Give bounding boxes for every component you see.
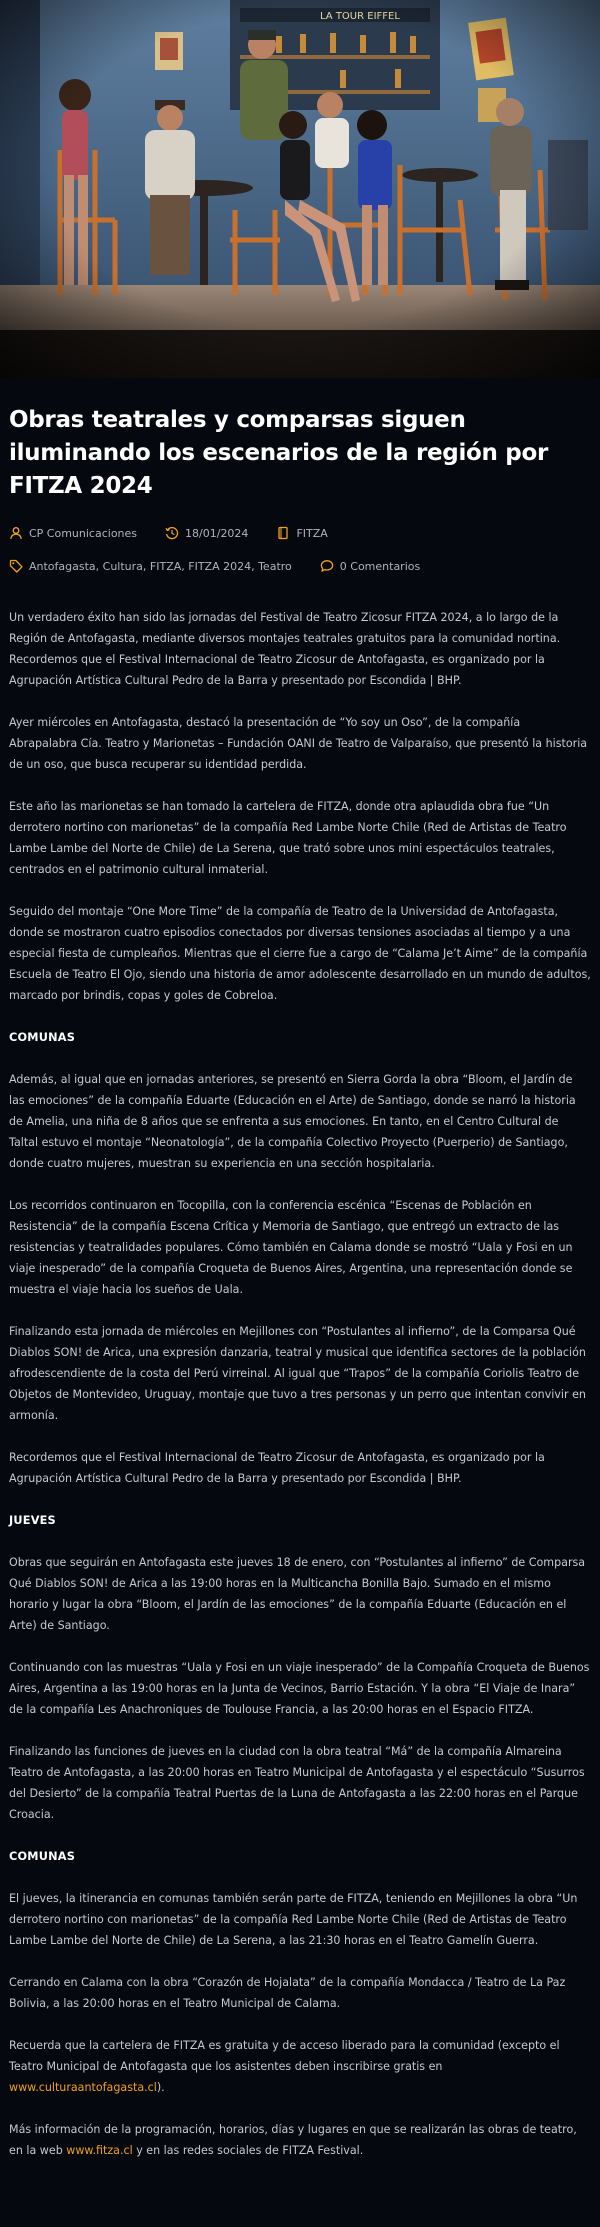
post-date: 18/01/2024 [185,526,249,540]
category-link: FITZA [296,526,328,540]
paragraph-text: Recuerda que la cartelera de FITZA es gratuita y de acceso liberado para la comunidad (excepto el Teatro Municipal de Antofagasta que los asistentes deben inscribirse gratis en [9,2039,560,2073]
paragraph: Los recorridos continuaron en Tocopilla, con la conferencia escénica “Escenas de Población en Resistencia” de la compañía Escena Crítica y Memoria de Santiago, que entregó un extracto de las resistencias y teatralidades populares. Cómo también en Calama donde se mostró “Uala y Fosi en un viaje inesperado” de la compañía Croqueta de Buenos Aires, Argentina, una representación donde se muestra el viaje hacia los sueños de Uala. [9,1199,573,1296]
comments-count: 0 Comentarios [339,559,421,573]
meta-author[interactable] [9,526,137,540]
paragraph: Finalizando las funciones de jueves en la ciudad con la obra teatral “Má” de la compañía Almareina Teatro de Antofagasta, a las 20:00 horas en Teatro Municipal de Antofagasta y el espectáculo “Susurros del Desierto” de la compañía Teatral Puertas de la Luna de Antofagasta a las 22:00 horas en el Parque Croacia. [9,1745,585,1821]
article-content [0,404,600,2161]
paragraph-text: Más información de la programación, horarios, días y lugares en que se realizarán las obras de teatro, en la web [9,2123,577,2157]
clock-history-icon [165,526,179,540]
author-name: CP Comunicaciones [29,526,138,540]
comment-icon [320,559,334,573]
hero-image [0,0,600,378]
cultura-antofagasta-link[interactable]: www.culturaantofagasta.cl [9,2081,157,2094]
paragraph: Recordemos que el Festival Internacional de Teatro Zicosur de Antofagasta, es organizado por la Agrupación Artística Cultural Pedro de la Barra y presentado por Escondida | BHP. [9,1451,545,1485]
paragraph-text-end: y en las redes sociales de FITZA Festival. [132,2144,364,2157]
post-meta [9,523,591,576]
paragraph-with-link [9,2119,591,2161]
paragraph: El jueves, la itinerancia en comunas también serán parte de FITZA, teniendo en Mejillones la obra “Un derrotero nortino con marionetas” de la compañía Red Lambe Norte Chile (Red de Artistas de Teatro Lambe Lambe del Norte de Chile) de La Serena, a las 21:30 horas en el Teatro Gamelín Guerra. [9,1892,578,1947]
meta-tags[interactable] [9,559,292,573]
paragraph: Ayer miércoles en Antofagasta, destacó la presentación de “Yo soy un Oso”, de la compañía Abrapalabra Cía. Teatro y Marionetas – Fundación OANI de Teatro de Valparaíso, que presentó la historia de un oso, que busca recuperar su identidad perdida. [9,716,588,771]
section-heading-comunas: COMUNAS [9,1031,76,1044]
meta-row-secondary [9,556,591,576]
meta-category[interactable] [276,526,327,540]
paragraph: Además, al igual que en jornadas anteriores, se presentó en Sierra Gorda la obra “Bloom, el Jardín de las emociones” de la compañía Eduarte (Educación en el Arte) de Santiago, donde se narró la historia de Amelia, una niña de 8 años que se enfrenta a sus emociones. En tanto, en el Centro Cultural de Taltal estuvo el montaje “Neonatología”, de la compañía Colectivo Proyecto (Puerperio) de Santiago, donde cuatro mujeres, muestran su experiencia en una sección hospitalaria. [9,1073,576,1170]
paragraph: Este año las marionetas se han tomado la cartelera de FITZA, donde otra aplaudida obra fue “Un derrotero nortino con marionetas” de la compañía Red Lambe Norte Chile (Red de Artistas de Teatro Lambe Lambe del Norte de Chile) de La Serena, que trató sobre unos mini espectáculos teatrales, centrados en el patrimonio cultural inmaterial. [9,800,567,876]
meta-row-primary [9,523,591,543]
tag-icon [9,559,23,573]
section-heading-jueves: JUEVES [9,1514,56,1527]
fitza-website-link[interactable]: www.fitza.cl [66,2144,133,2157]
paragraph: Seguido del montaje “One More Time” de la compañía de Teatro de la Universidad de Antofagasta, donde se mostraron cuatro episodios conectados por diversas tensiones asociadas al tiempo y a una especial fiesta de cumpleaños. Mientras que el cierre fue a cargo de “Calama Je’t Aime” de la compañía Escuela de Teatro El Ojo, siendo una historia de amor adolescente desarrollado en un mundo de adultos, marcado por brindis, copas y goles de Cobreloa. [9,905,591,1002]
paragraph: Continuando con las muestras “Uala y Fosi en un viaje inesperado” de la Compañía Croqueta de Buenos Aires, Argentina a las 19:00 horas en la Junta de Vecinos, Barrio Estación. Y la obra “El Viaje de Inara” de la compañía Les Anachroniques de Toulouse Francia, a las 20:00 horas en el Espacio FITZA. [9,1661,590,1716]
meta-date [165,526,248,540]
paragraph: Finalizando esta jornada de miércoles en Mejillones con “Postulantes al infierno”, de la Comparsa Qué Diablos SON! de Arica, una expresión danzaria, teatral y musical que identifica sectores de la población afrodescendiente de la costa del Perú virreinal. Al igual que “Trapos” de la compañía Coriolis Teatro de Objetos de Montevideo, Uruguay, montaje que tuvo a tres personas y un perro que intentan convivir en armonía. [9,1325,586,1422]
section-heading-comunas: COMUNAS [9,1850,76,1863]
paragraph-text-end: ). [156,2081,165,2094]
user-icon [9,526,23,540]
paragraph: Un verdadero éxito han sido las jornadas del Festival de Teatro Zicosur FITZA 2024, a lo largo de la Región de Antofagasta, mediante diversos montajes teatrales gratuitos para la comunidad nortina. Recordemos que el Festival Internacional de Teatro Zicosur de Antofagasta, es organizado por la Agrupación Artística Cultural Pedro de la Barra y presentado por Escondida | BHP. [9,611,561,687]
article-title: Obras teatrales y comparsas siguen iluminando los escenarios de la región por FITZA 2024 [9,407,549,499]
paragraph: Obras que seguirán en Antofagasta este jueves 18 de enero, con “Postulantes al infierno” de Comparsa Qué Diablos SON! de Arica a las 19:00 horas en la Multicancha Bonilla Bajo. Sumado en el mismo horario y lugar la obra “Bloom, el Jardín de las emociones” de la compañía Eduarte (Educación en el Arte) de Santiago. [9,1556,586,1632]
book-icon [276,526,290,540]
paragraph: Cerrando en Calama con la obra “Corazón de Hojalata” de la compañía Mondacca / Teatro de La Paz Bolivia, a las 20:00 horas en el Teatro Municipal de Calama. [9,1976,566,2010]
paragraph-with-link [9,2035,591,2098]
tags-list: Antofagasta, Cultura, FITZA, FITZA 2024, Teatro [29,559,292,573]
article-body [9,607,591,2161]
meta-comments[interactable] [320,559,420,573]
